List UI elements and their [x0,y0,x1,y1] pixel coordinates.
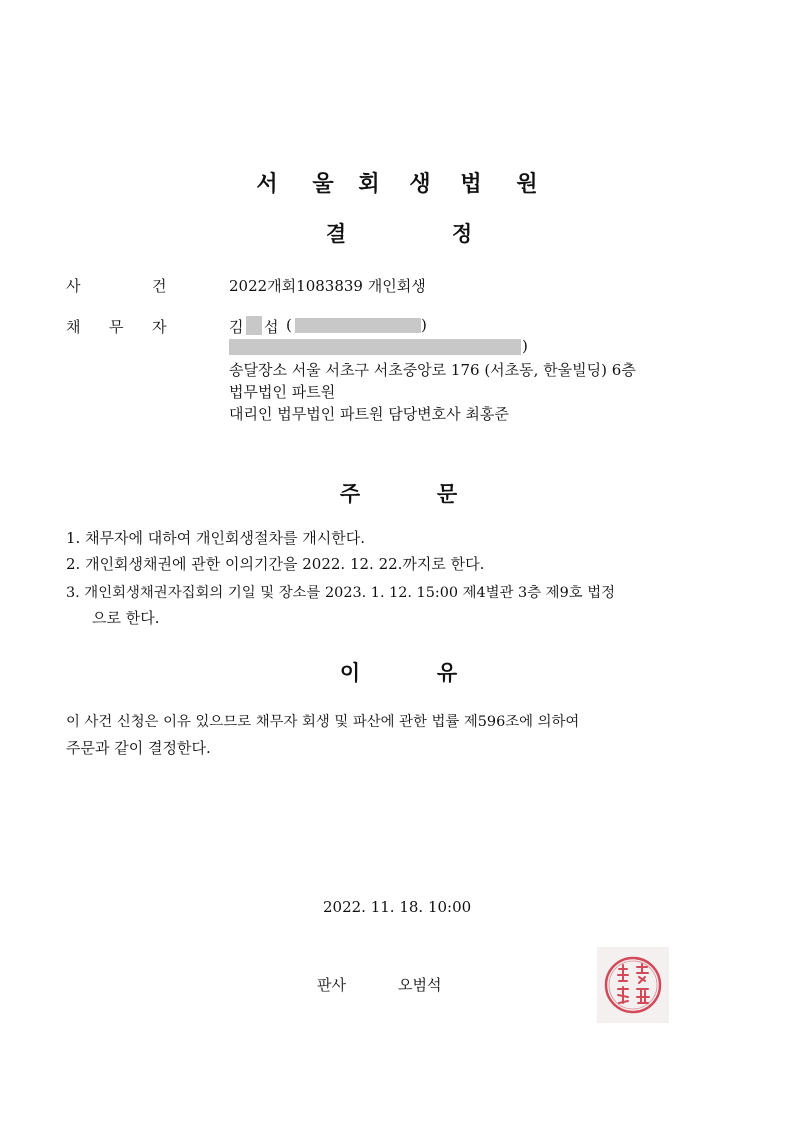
court-name-char: 법 [460,172,482,197]
document-type-char: 정 [451,222,473,246]
judge-name: 오범석 [398,976,442,994]
judge-title: 판사 [317,976,346,994]
debtor-name-first: 김 [229,318,244,336]
order-item-continuation: 으로 한다. [92,609,160,627]
reason-heading [0,657,795,685]
law-firm: 법무법인 파트원 [229,383,336,401]
redaction-bar [295,318,421,333]
case-label-char: 사 [66,277,81,295]
attorney-line: 대리인 법무법인 파트원 담당변호사 최홍준 [229,405,509,423]
court-name-char: 원 [516,172,538,197]
case-number: 2022개회1083839 개인회생 [229,277,426,295]
redaction-bar [246,316,262,335]
order-heading-char: 주 [339,482,361,506]
decision-date: 2022. 11. 18. 10:00 [323,898,472,916]
court-name-char: 회 [358,172,380,197]
document-type-char: 결 [325,222,347,246]
order-item: 2. 개인회생채권에 관한 이의기간을 2022. 12. 22.까지로 한다. [66,555,485,573]
court-name-char: 서 [256,172,278,197]
reason-text-line: 주문과 같이 결정한다. [66,739,211,757]
order-item: 1. 채무자에 대하여 개인회생절차를 개시한다. [66,529,365,547]
reason-heading-char: 이 [339,661,361,685]
id-paren-open: ( [286,316,292,334]
reason-heading-char: 유 [436,661,458,685]
address-paren-close: ) [522,337,528,355]
debtor-name-last: 섭 [264,318,279,336]
court-name-char: 울 [312,172,334,197]
case-label-char: 건 [152,277,167,295]
judge-seal [597,947,669,1023]
redaction-bar [229,339,521,355]
order-heading-char: 문 [436,482,458,506]
document-type [0,218,795,246]
court-name [0,167,795,197]
seal-stamp-icon [597,947,669,1023]
debtor-label-char: 무 [109,318,124,336]
debtor-label-char: 자 [152,318,167,336]
service-address: 송달장소 서울 서초구 서초중앙로 176 (서초동, 한울빌딩) 6층 [229,361,636,379]
order-item: 3. 개인회생채권자집회의 기일 및 장소를 2023. 1. 12. 15:00 제4별관 3층 제9호 법정 [66,585,616,601]
debtor-label-char: 채 [66,318,81,336]
court-name-char: 생 [409,172,431,197]
order-heading [0,478,795,506]
id-paren-close: ) [421,316,427,334]
reason-text-line: 이 사건 신청은 이유 있으므로 채무자 회생 및 파산에 관한 법률 제596조에 의하여 [66,714,580,730]
